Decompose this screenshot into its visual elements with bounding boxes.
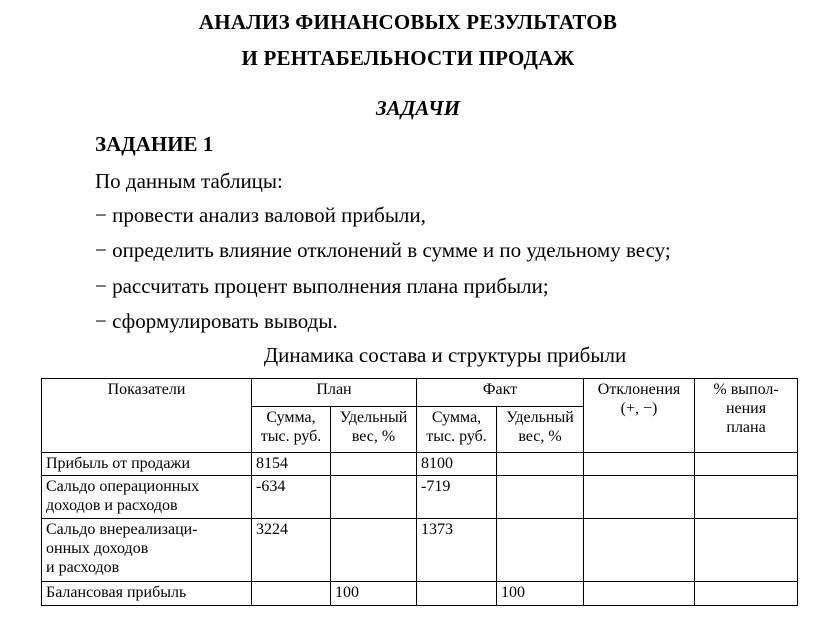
deviation-cell bbox=[584, 476, 695, 519]
table-caption: Динамика состава и структуры прибыли bbox=[263, 343, 627, 367]
header-plan: План bbox=[252, 379, 417, 407]
row-label-line: онных доходов bbox=[46, 540, 149, 558]
header-plan-percent bbox=[695, 379, 798, 453]
row-label-line: Сальдо внереализаци- bbox=[46, 521, 198, 538]
header-pct-line: плана bbox=[726, 419, 766, 437]
header-share-line: Удельный bbox=[339, 409, 408, 426]
title-line-1: АНАЛИЗ ФИНАНСОВЫХ РЕЗУЛЬТАТОВ bbox=[198, 10, 618, 34]
row-label bbox=[42, 582, 252, 606]
table-header-row bbox=[42, 379, 798, 407]
plan-sum-cell: 3224 bbox=[252, 519, 331, 582]
header-sum-line: Сумма, bbox=[266, 409, 316, 426]
header-indicators: Показатели bbox=[42, 379, 252, 453]
row-label bbox=[42, 453, 252, 476]
plan-share-cell bbox=[331, 453, 417, 476]
header-plan-share bbox=[331, 407, 417, 453]
plan-sum-cell: 8154 bbox=[252, 453, 331, 476]
header-pct-line: нения bbox=[725, 400, 767, 418]
fact-sum-cell: 1373 bbox=[417, 519, 497, 582]
deviation-cell bbox=[584, 453, 695, 476]
fact-sum-cell: -719 bbox=[417, 476, 497, 519]
section-heading: ЗАДАЧИ bbox=[375, 96, 461, 120]
header-pct-line: % выпол- bbox=[713, 381, 779, 398]
header-deviation-line: Отклонения bbox=[597, 381, 681, 398]
task-bullet: − сформулировать выводы. bbox=[95, 309, 338, 333]
task-title: ЗАДАНИЕ 1 bbox=[95, 132, 214, 156]
plan-share-cell bbox=[331, 519, 417, 582]
header-fact: Факт bbox=[417, 379, 584, 407]
header-share-line: вес, % bbox=[351, 428, 396, 446]
plan-percent-cell bbox=[695, 453, 798, 476]
header-sum-line: тыс. руб. bbox=[426, 428, 487, 446]
deviation-cell bbox=[584, 582, 695, 606]
task-intro: По данным таблицы: bbox=[95, 169, 283, 193]
header-share-line: Удельный bbox=[506, 409, 574, 426]
fact-share-cell bbox=[497, 453, 584, 476]
plan-percent-cell bbox=[695, 519, 798, 582]
table-row bbox=[42, 476, 798, 519]
row-label-line: Сальдо операционных bbox=[46, 478, 200, 495]
fact-share-cell: 100 bbox=[497, 582, 584, 606]
table-row bbox=[42, 582, 798, 606]
header-plan-sum bbox=[252, 407, 331, 453]
row-label-line: Балансовая прибыль bbox=[46, 584, 187, 601]
header-deviation bbox=[584, 379, 695, 453]
header-sum-line: тыс. руб. bbox=[260, 428, 322, 446]
task-bullet: − рассчитать процент выполнения плана прибыли; bbox=[95, 274, 549, 298]
plan-share-cell bbox=[331, 476, 417, 519]
fact-share-cell bbox=[497, 476, 584, 519]
header-deviation-line: (+, −) bbox=[620, 400, 658, 418]
table-row bbox=[42, 453, 798, 476]
plan-share-cell: 100 bbox=[331, 582, 417, 606]
table-row bbox=[42, 519, 798, 582]
row-label-line: Прибыль от продажи bbox=[46, 455, 191, 472]
task-bullet: − определить влияние отклонений в сумме и по удельному весу; bbox=[95, 238, 671, 262]
title-line-2: И РЕНТАБЕЛЬНОСТИ ПРОДАЖ bbox=[241, 46, 575, 70]
header-fact-share bbox=[497, 407, 584, 453]
header-share-line: вес, % bbox=[518, 428, 562, 446]
plan-sum-cell bbox=[252, 582, 331, 606]
plan-percent-cell bbox=[695, 582, 798, 606]
fact-share-cell bbox=[497, 519, 584, 582]
deviation-cell bbox=[584, 519, 695, 582]
header-fact-sum bbox=[417, 407, 497, 453]
profit-table bbox=[41, 378, 798, 606]
row-label bbox=[42, 476, 252, 519]
row-label-line: доходов и расходов bbox=[46, 497, 178, 515]
fact-sum-cell bbox=[417, 582, 497, 606]
task-bullet: − провести анализ валовой прибыли, bbox=[95, 203, 426, 227]
plan-percent-cell bbox=[695, 476, 798, 519]
header-sum-line: Сумма, bbox=[431, 409, 482, 426]
row-label bbox=[42, 519, 252, 582]
plan-sum-cell: -634 bbox=[252, 476, 331, 519]
fact-sum-cell: 8100 bbox=[417, 453, 497, 476]
row-label-line: и расходов bbox=[46, 559, 120, 577]
